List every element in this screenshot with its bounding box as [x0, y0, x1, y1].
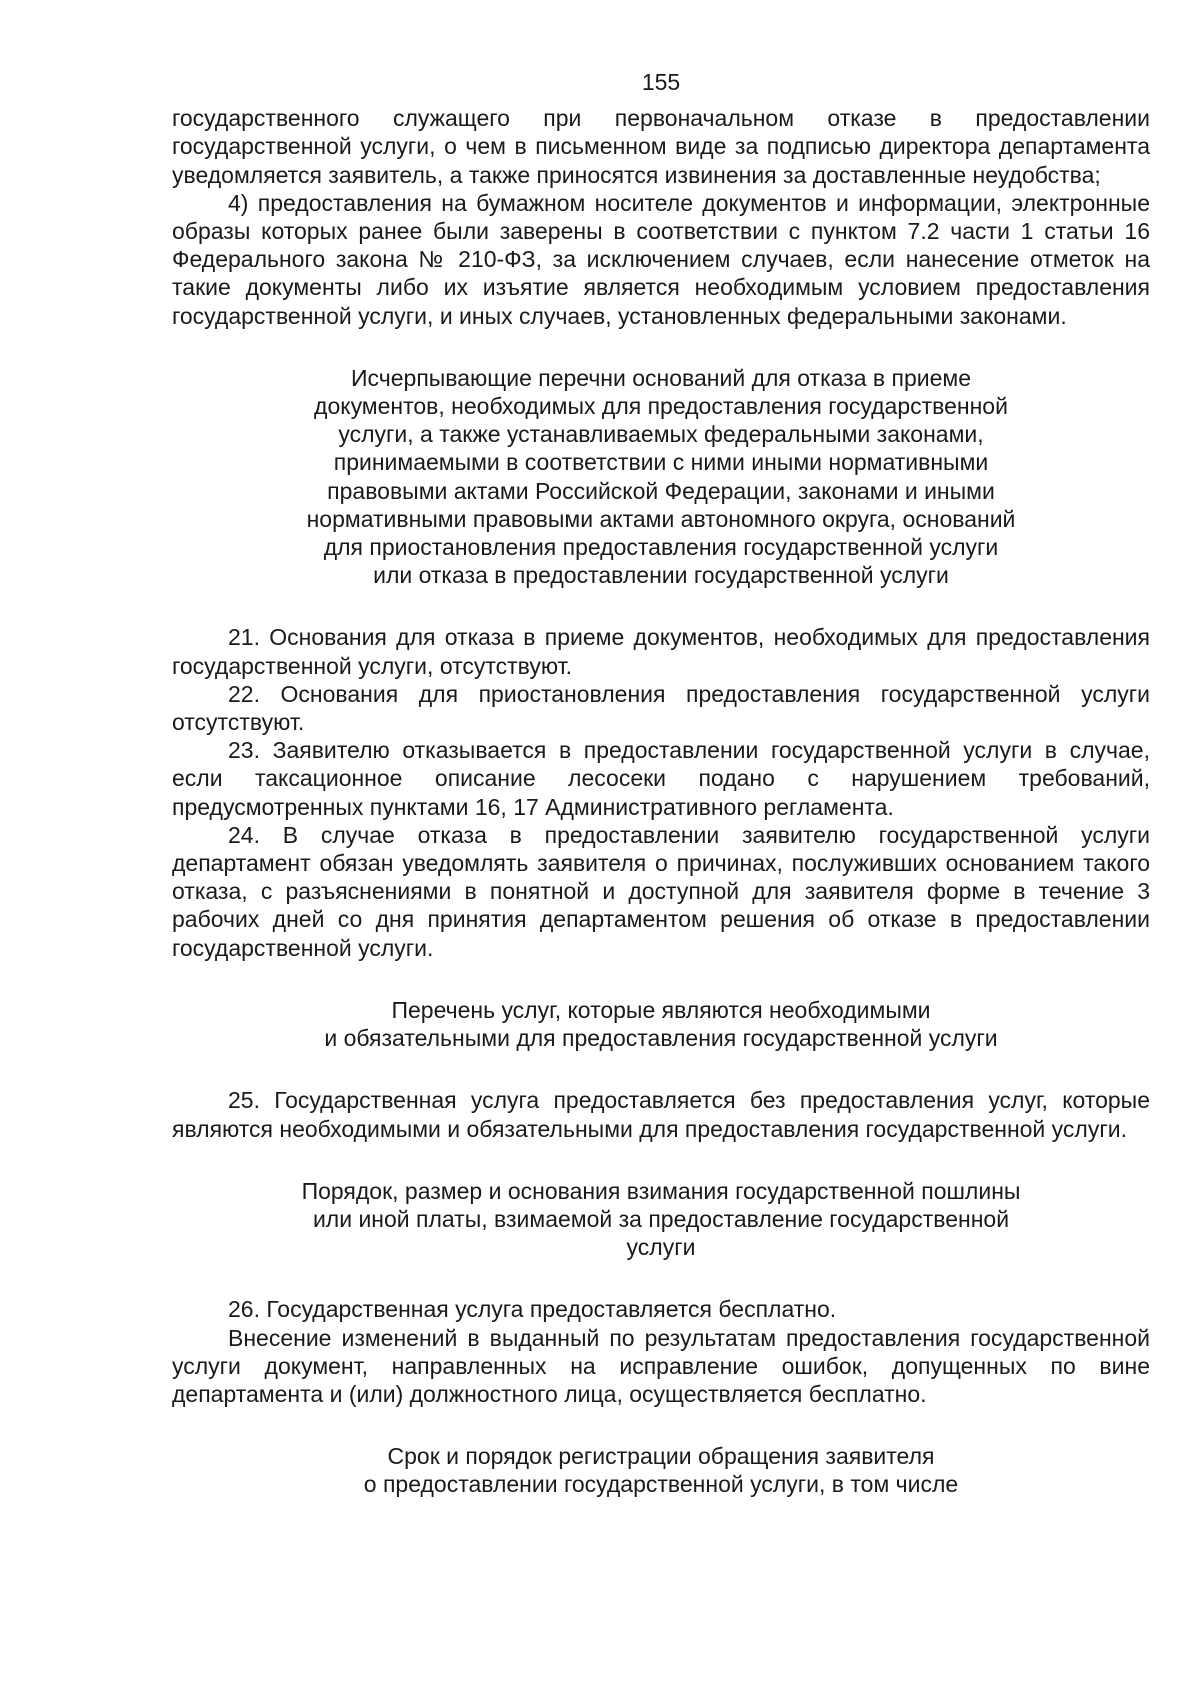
- section-refusal-body: [172, 623, 1150, 961]
- paragraph-item-4: 4) предоставления на бумажном носителе документов и информации, электронные образы которых ранее были заверены в соответствии с пунктом 7.2 части 1 статьи 16 Федерального закона № 210-ФЗ, за исключением случаев, если нанесение отметок на такие документы либо их изъятие является необходимым условием предоставления государственной услуги, и иных случаев, установленных федеральными законами.: [172, 189, 1150, 329]
- heading-line: нормативными правовыми актами автономного округа, оснований: [306, 505, 1016, 532]
- paragraph-continuation: государственного служащего при первоначальном отказе в предоставлении государственной услуги, о чем в письменном виде за подписью директора департамента уведомляется заявитель, а также приносятся извинения за доставленные неудобства;: [172, 105, 1150, 188]
- heading-line: или иной платы, взимаемой за предоставление государственной: [312, 1205, 1010, 1232]
- section-heading-refusal-grounds: [172, 364, 1150, 590]
- paragraph-21: 21. Основания для отказа в приеме документов, необходимых для предоставления государственной услуги, отсутствуют.: [172, 624, 1150, 679]
- section-required-services-body: [172, 1086, 1150, 1142]
- paragraph-22: 22. Основания для приостановления предоставления государственной услуги отсутствуют.: [172, 680, 1150, 736]
- section-heading-required-services: [172, 996, 1150, 1052]
- heading-line: или отказа в предоставлении государственной услуги: [373, 562, 949, 589]
- section-heading-registration: [172, 1442, 1150, 1498]
- heading-line: документов, необходимых для предоставления государственной: [314, 393, 1008, 420]
- heading-line: правовыми актами Российской Федерации, законами и иными: [327, 477, 995, 504]
- heading-line: услуги, а также устанавливаемых федеральными законами,: [338, 421, 984, 448]
- heading-line: услуги: [626, 1234, 696, 1261]
- paragraph-23: 23. Заявителю отказывается в предоставлении государственной услуги в случае, если таксационное описание лесосеки подано с нарушением требований, предусмотренных пунктами 16, 17 Административного регламента.: [172, 737, 1150, 820]
- paragraph-25: 25. Государственная услуга предоставляется без предоставления услуг, которые являются необходимыми и обязательными для предоставления государственной услуги.: [172, 1087, 1150, 1142]
- paragraph-26: 26. Государственная услуга предоставляется бесплатно.: [228, 1296, 837, 1323]
- page-content: [172, 68, 1150, 1499]
- heading-line: Перечень услуг, которые являются необходимыми: [391, 996, 931, 1023]
- heading-line: принимаемыми в соответствии с ними иными нормативными: [333, 449, 989, 476]
- page-number: 155: [641, 69, 681, 95]
- section-heading-fees: [172, 1177, 1150, 1262]
- heading-line: о предоставлении государственной услуги, в том числе: [363, 1471, 959, 1498]
- heading-line: Срок и порядок регистрации обращения заявителя: [387, 1443, 935, 1470]
- paragraph-corrections-free: Внесение изменений в выданный по результатам предоставления государственной услуги документ, направленных на исправление ошибок, допущенных по вине департамента и (или) должностного лица, осуществляется бесплатно.: [172, 1324, 1150, 1407]
- heading-line: и обязательными для предоставления государственной услуги: [324, 1025, 998, 1052]
- heading-line: Исчерпывающие перечни оснований для отказа в приеме: [350, 364, 972, 391]
- section-fees-body: [172, 1295, 1150, 1408]
- heading-line: для приостановления предоставления государственной услуги: [323, 534, 999, 561]
- paragraph-24: 24. В случае отказа в предоставлении заявителю государственной услуги департамент обязан уведомлять заявителя о причинах, послуживших основанием такого отказа, с разъяснениями в понятной и доступной для заявителя форме в течение 3 рабочих дней со дня принятия департаментом решения об отказе в предоставлении государственной услуги.: [172, 821, 1150, 961]
- heading-line: Порядок, размер и основания взимания государственной пошлины: [301, 1177, 1021, 1204]
